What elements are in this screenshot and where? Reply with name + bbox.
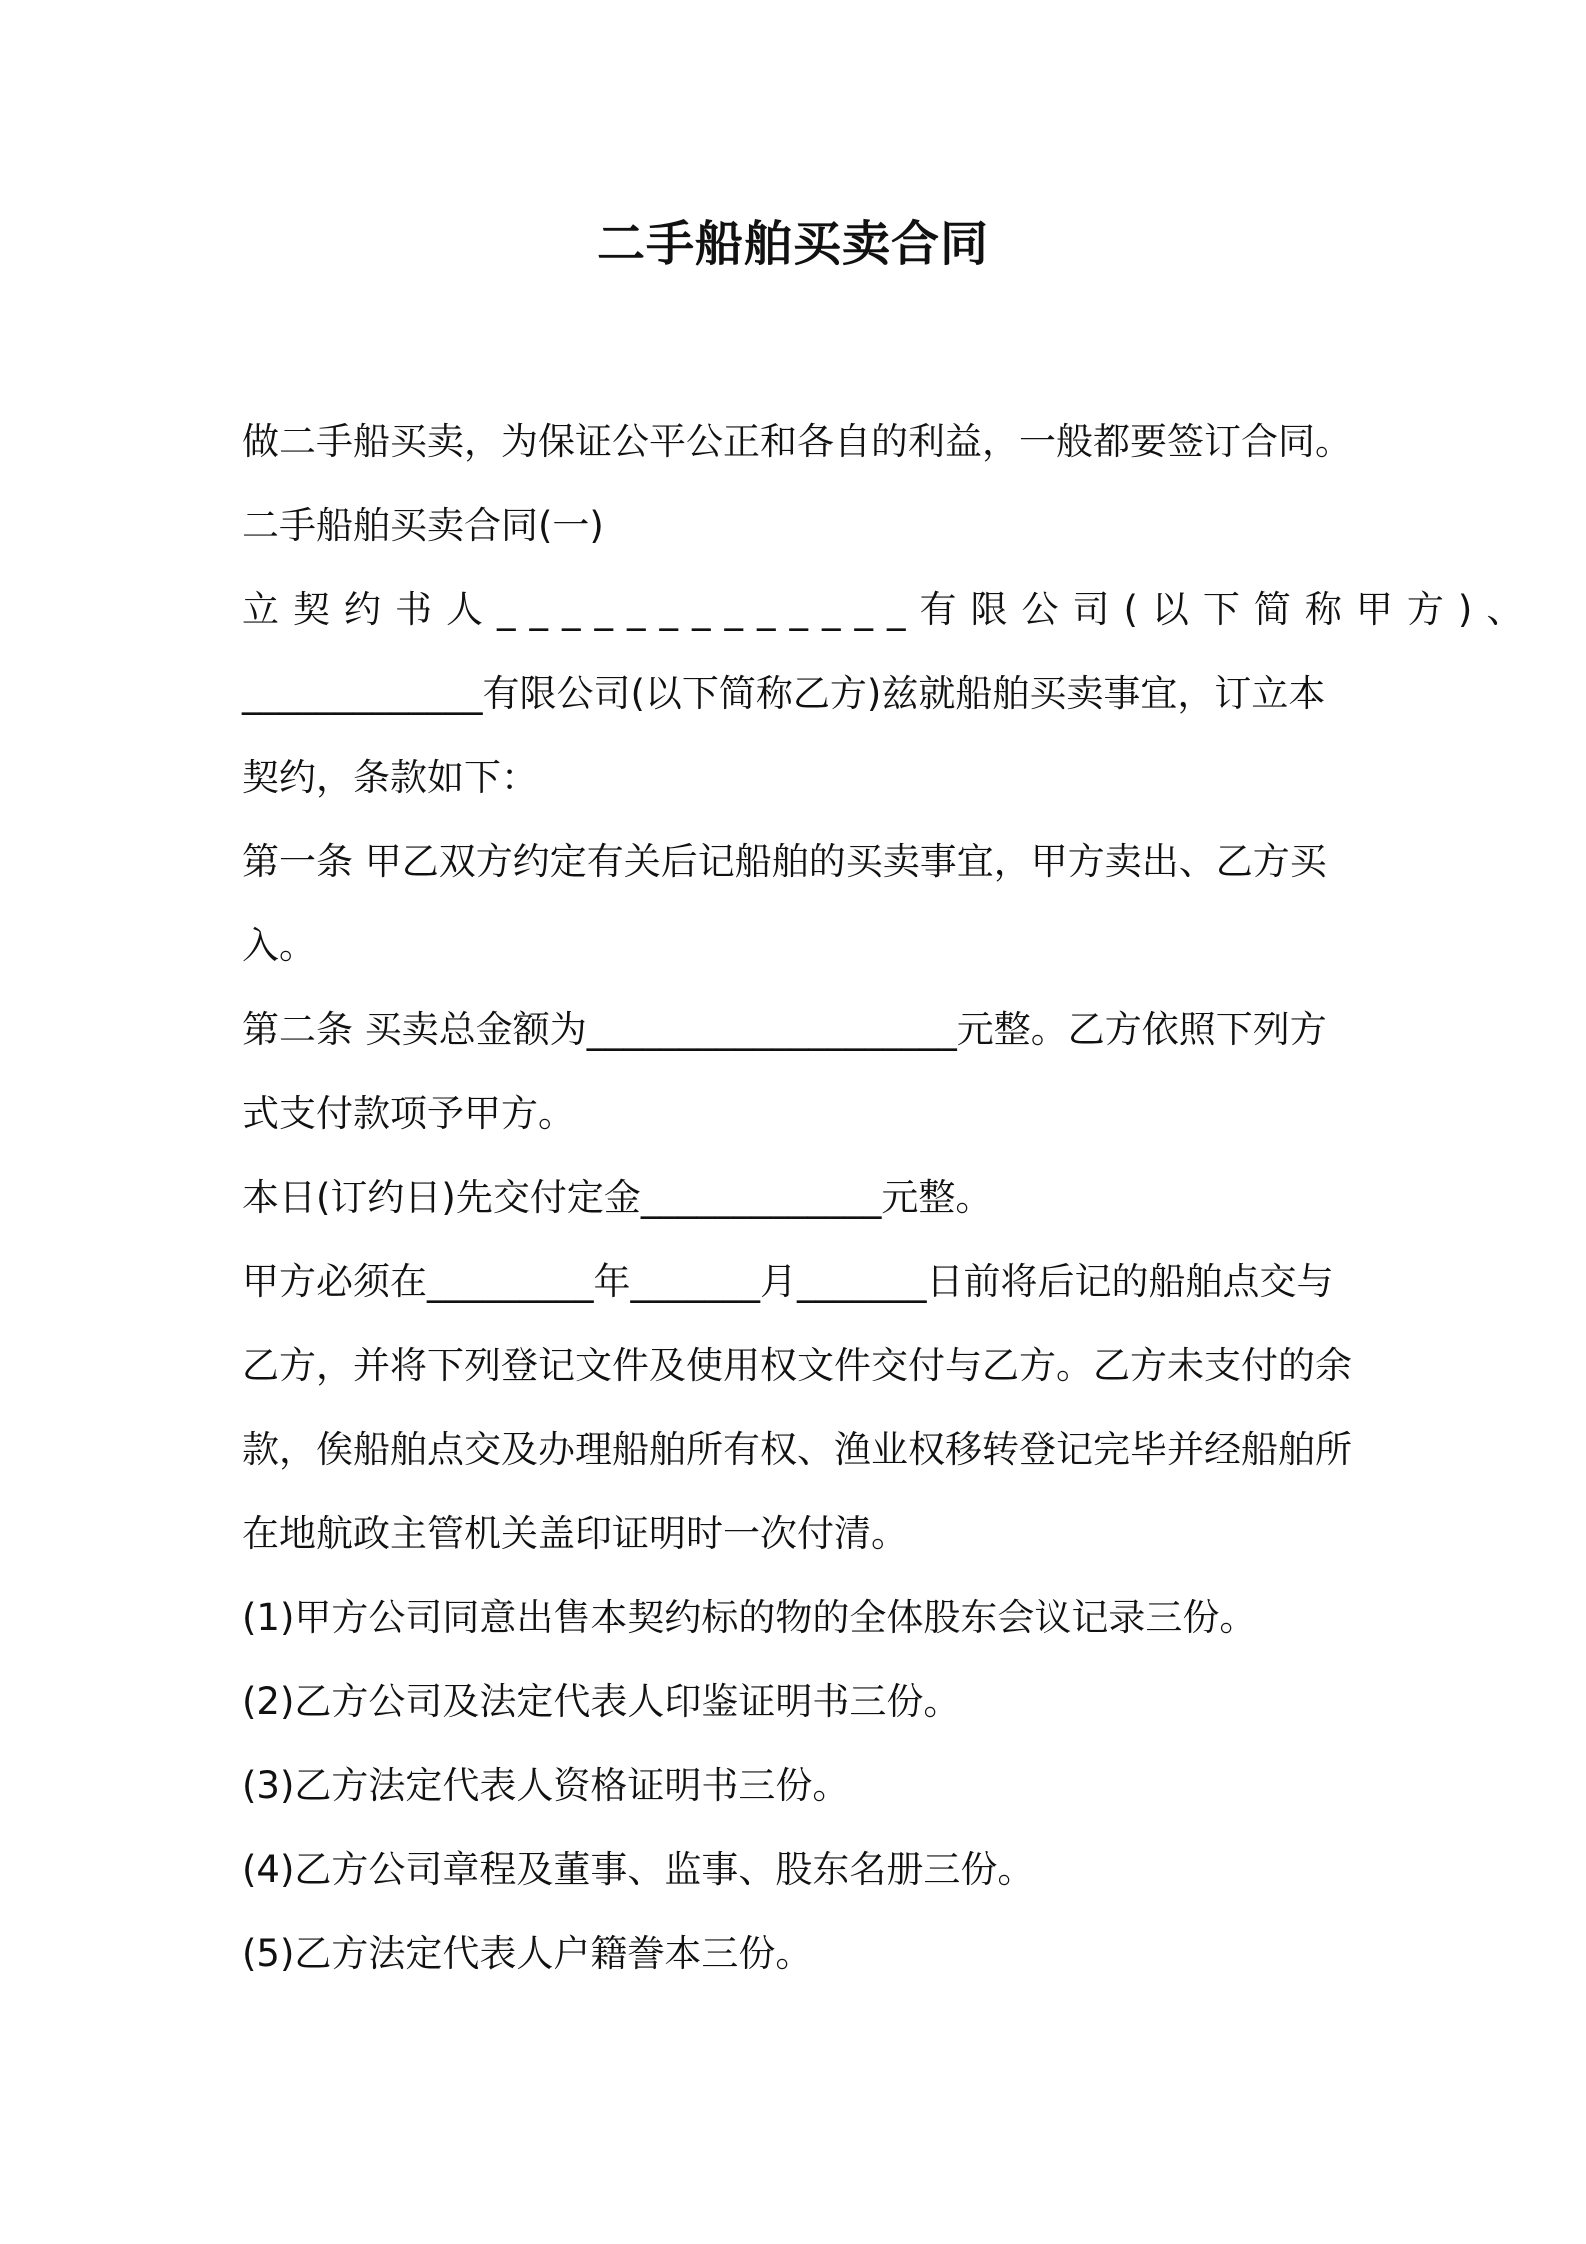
document-list-item-5: (5)乙方法定代表人户籍誊本三份。 <box>242 1932 813 1975</box>
paragraph-line-terms: 契约，条款如下： <box>242 756 538 799</box>
document-title: 二手船舶买卖合同 <box>596 216 989 272</box>
paragraph-line-parties-2: _____________有限公司(以下简称乙方)兹就船舶买卖事宜，订立本 <box>242 672 1326 715</box>
parties-line-text: 立契约书人_____________有限公司(以下简称甲方)、 <box>242 588 1538 631</box>
document-list-item-4: (4)乙方公司章程及董事、监事、股东名册三份。 <box>242 1848 1035 1891</box>
paragraph-line-parties <box>242 568 1538 652</box>
paragraph-line-intro: 做二手船买卖，为保证公平公正和各自的利益，一般都要签订合同。 <box>242 420 1352 463</box>
article-1-line-2: 入。 <box>242 924 316 967</box>
deposit-line: 本日(订约日)先交付定金_____________元整。 <box>242 1176 993 1219</box>
delivery-line-1: 甲方必须在_________年_______月_______日前将后记的船舶点交与 <box>242 1260 1334 1303</box>
delivery-line-4: 在地航政主管机关盖印证明时一次付清。 <box>242 1512 908 1555</box>
article-2-line-2: 式支付款项予甲方。 <box>242 1092 575 1135</box>
document-body <box>242 400 1538 1996</box>
article-2-line-1: 第二条 买卖总金额为____________________元整。乙方依照下列方 <box>242 1008 1327 1051</box>
section-heading: 二手船舶买卖合同(一) <box>242 504 604 547</box>
article-1-line-1: 第一条 甲乙双方约定有关后记船舶的买卖事宜，甲方卖出、乙方买 <box>242 840 1327 883</box>
delivery-line-2: 乙方，并将下列登记文件及使用权文件交付与乙方。乙方未支付的余 <box>242 1344 1352 1387</box>
document-list-item-2: (2)乙方公司及法定代表人印鉴证明书三份。 <box>242 1680 961 1723</box>
document-list-item-1: (1)甲方公司同意出售本契约标的物的全体股东会议记录三份。 <box>242 1596 1257 1639</box>
delivery-line-3: 款，俟船舶点交及办理船舶所有权、渔业权移转登记完毕并经船舶所 <box>242 1428 1352 1471</box>
document-list-item-3: (3)乙方法定代表人资格证明书三份。 <box>242 1764 850 1807</box>
